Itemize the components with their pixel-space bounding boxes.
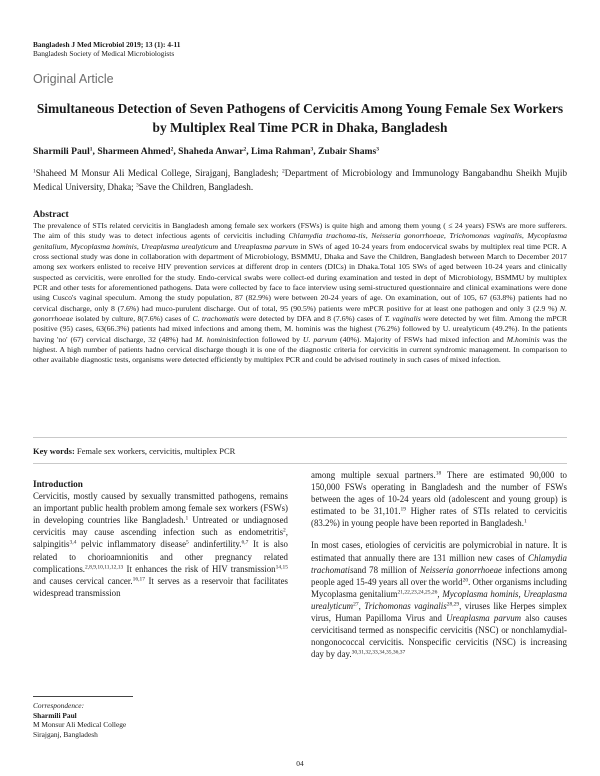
body-paragraph: among multiple sexual partners.$^{18}$ There are estimated 90,000 to 150,000 FSWs operating in Bangladesh and the number of FSWs between the ages of 10-24 years old (adolescent and young group) is estimated to be 31,101.19 Higher rates of STIs related to cervicitis (83.2%) in young people have been reported in Bangladesh.$^1$ — [311, 470, 567, 529]
journal-citation: Bangladesh J Med Microbiol 2019; 13 (1): 4-11 — [33, 40, 181, 49]
keywords — [33, 446, 235, 456]
article-title: Simultaneous Detection of Seven Pathogens of Cervicitis Among Young Female Sex Workers by Multiplex Real Time PCR in Dhaka, Bangladesh — [36, 101, 564, 135]
correspondence-org: M Monsur Ali Medical College — [33, 720, 127, 730]
introduction-heading: Introduction — [33, 479, 83, 489]
author: Shaheda Anwar$^2$, — [178, 146, 252, 157]
author: Sharmili Paul$^1$, — [33, 146, 98, 157]
correspondence-label: Correspondence: — [33, 701, 85, 710]
society-name: Bangladesh Society of Medical Microbiologists — [33, 49, 175, 58]
correspondence-name: Sharmili Paul — [33, 710, 77, 720]
correspondence-divider — [33, 696, 133, 697]
keywords-top-divider — [33, 437, 567, 438]
abstract-body: The prevalence of STIs related cervicitis in Bangladesh among female sex workers (FSWs) is quite high and among them young ( ≤ 24 years) FSWs are more sufferers. The aim of this study was to detect infectious agents of cervicitis including Chlamydia trachoma-tis, Neisseria gonorrhoeae, Trichomonas vaginalis, Mycoplasma genitalium, Mycoplasma hominis, Ureaplasma urealyticum and Ureaplasma parvum in SWs of aged 10-24 years from endocervical swabs by multiplex real time PCR. A cross sectional study was done in collaboration with department of Microbiology, BSMMU, Dhaka and Save the Children, Bangladesh between March to December 2017 among sex workers enlisted to receive HIV prevention services at different drop in centers (DICs) in Dhaka.Total 105 SWs of aged between 10-24 years and clinically suspected as cervicitis, were enrolled for the study. Endo-cervical swabs were collect-ed during examination and tested in dept of Microbiology, BSMMU by multiplex PCR and other tests for aforementioned pathogens. Data were collected by face to face interview using semi-structured questionnaire and clinical examinations were done using Cusco's vaginal speculum. Among the study population, 87 (82.9%) were between 20-24 years of age. On examination, out of 105, 67 (63.8%) patients had no cervical discharge, only 8 (7.6%) had muco-purulent discharge. Out of total, 95 (90.5%) patients were mPCR positive for at least one pathogen and only 3 (2.9 %) N. gonorrhoeae isolated by culture, 8(7.6%) cases of C. trachomatis were detected by DFA and 8 (7.6%) cases of T. vaginalis were detected by wet film. Among the mPCR positive (95) cases, 63(66.3%) patients had mixed infections and among them, M. hominis was the highest (76.2%) followed by U. urealyticum (49.2%). In the patients having 'no' (67) cervical discharge, 32 (48%) had M. hominisinfection followed by U. parvum (40%). Majority of FSWs had mixed infection and M.hominis was the highest. A high number of patients hadno cervical discharge though it is one of the diagnostic criteria for cervicitis in current syndromic management. In comparison to other available diagnostic tests, organisms were detected efficiently by multiplex PCR and could be advised routinely in such cases of mixed infection. — [33, 221, 568, 365]
page-number: 04 — [296, 759, 304, 768]
author: Lima Rahman$^3$, — [251, 146, 319, 157]
section-label: Original Article — [33, 72, 114, 86]
keywords-text: Female sex workers, cervicitis, multiplex PCR — [74, 446, 236, 456]
keywords-label: Key words: — [33, 446, 75, 456]
keywords-bottom-divider — [33, 463, 567, 464]
introduction-paragraph: Cervicitis, mostly caused by sexually transmitted pathogens, remains an important public health problem among female sex workers (FSWs) in developing countries like Bangladesh.$^1$ Untreated or undiagnosed cervicitis may cause ascending infection such as endometritis$^2$, salpingitis$^{3,4}$ pelvic inflammatory disease$^5$ andinfertility.$^{6,7}$ It is also related to chorioamnionitis and other pregnancy related complications.$^{2,8,9,10,11,12,13}$ It enhances the risk of HIV transmission$^{14,15}$ and causes cervical cancer.$^{16,17}$ It serves as a reservoir that facilitates widespread transmission — [33, 491, 288, 598]
affiliations: $^1$Shaheed M Monsur Ali Medical College, Sirajganj, Bangladesh; $^2$Department of Microbiology and Immunology Bangabandhu Sheikh Mujib Medical University, Dhaka; $^3$Save the Children, Bangladesh. — [33, 168, 567, 192]
author-list — [33, 146, 567, 157]
right-column — [311, 469, 567, 670]
correspondence-place: Sirajganj, Bangladesh — [33, 729, 98, 739]
author: Zubair Shams$^3$ — [318, 146, 379, 157]
introduction-column — [33, 478, 288, 599]
abstract-heading: Abstract — [33, 209, 69, 220]
body-paragraph: In most cases, etiologies of cervicitis are polymicrobial in nature. It is estimated that annually there are 131 million new cases of Chlamydia trachomatisand 78 million of Neisseria gonorrhoeae infections among people aged 15-49 years all over the world$^{20}$. Other organisms including Mycoplasma genitalium$^{21,22,23,24,25,26}$, Mycoplasma hominis, Ureaplasma urealyticum$^{27}$, Trichomonas vaginalis$^{28,29}$, viruses like Herpes simplex virus, Human Papilloma Virus and Ureaplasma parvum also causes cervicitisand termed as nonspecific cervicitis (NSC) or nonchlamydial-nongonococcal cervicitis. Nonspecific cervicitis (NSC) is increasing day by day.$^{30,31,32,33,34,35,36,37}$ — [311, 540, 568, 660]
author: Sharmeen Ahmed$^2$, — [97, 146, 179, 157]
correspondence-block — [33, 701, 126, 739]
